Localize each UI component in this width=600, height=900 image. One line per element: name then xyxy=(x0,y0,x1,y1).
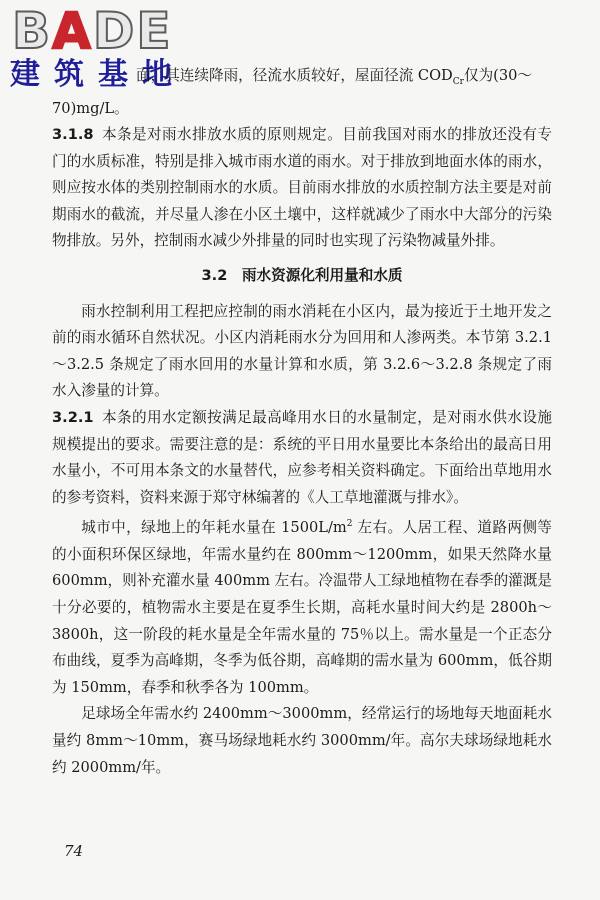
section-intro: 雨水控制利用工程把应控制的雨水消耗在小区内，最为接近于土地开发之前的雨水循环自然状况。小区内消耗雨水分为回用和人渗两类。本节第 3.2.1～3.2.5 条规定了雨水回用的水量计算和水质，第 3.2.6～3.2.8 条规定了雨水入渗量的计算。 xyxy=(52,302,552,400)
paragraph-continued: 面，其连续降雨，径流水质较好，屋面径流 $COD_{Cr}$仅为(30～ xyxy=(136,67,533,87)
paragraph-continued-end: 70)mg/L。 xyxy=(52,99,129,117)
logo-chinese-text: 建筑基地 xyxy=(10,57,186,92)
clause-number: 3.2.1 xyxy=(52,409,94,427)
clause-3-2-1: 3.2.1 本条的用水定额按满足最高峰用水日的水量制定，是对雨水供水设施规模提出的要求。需要注意的是：系统的平日用水量要比本条给出的最高日用水量小，不可用本条文的水量替代，应参考相关资料确定。下面给出草地用水的参考资料，资料来源于郑守林编著的《人工草地灌溉与排水》。 xyxy=(52,409,552,506)
clause-number: 3.1.8 xyxy=(52,126,94,144)
section-heading: 3.2 雨水资源化利用量和水质 xyxy=(201,267,403,285)
paragraph-city-green: 城市中，绿地上的年耗水量在 $1500L/m^2$ 左右。人居工程、道路两侧等的小面积环保区绿地，年需水量约在 800mm～1200mm，如果天然降水量 600mm，则补充灌水量 400mm 左右。冷温带人工绿地植物在春季的灌溉是十分必要的，植物需水主要是在夏季生长期，高耗水量时间大约是 2800h～3800h，这一阶段的耗水量是全年需水量的 75％以上。需水量是一个正态分布曲线，夏季为高峰期，冬季为低谷期，高峰期的需水量为 600mm，低谷期为 150mm，春季和秋季各为 100mm。 xyxy=(52,519,552,696)
logo-wordmark: BADE xyxy=(12,2,173,60)
page-number: 74 xyxy=(64,842,84,860)
paragraph-sports-fields: 足球场全年需水约 2400mm～3000mm，经常运行的场地每天地面耗水量约 8mm～10mm，赛马场绿地耗水约 3000mm/年。高尔夫球场绿地耗水约 2000mm/年。 xyxy=(52,705,552,776)
page-body xyxy=(52,63,552,781)
clause-3-1-8: 3.1.8 本条是对雨水排放水质的原则规定。目前我国对雨水的排放还没有专门的水质标准，特别是排入城市雨水道的雨水。对于排放到地面水体的雨水，则应按水体的类别控制雨水的水质。目前雨水排放的水质控制方法主要是对前期雨水的截流，并尽量人渗在小区土壤中，这样就减少了雨水中大部分的污染物排放。另外，控制雨水减少外排量的同时也实现了污染物减量外排。 xyxy=(52,126,552,250)
